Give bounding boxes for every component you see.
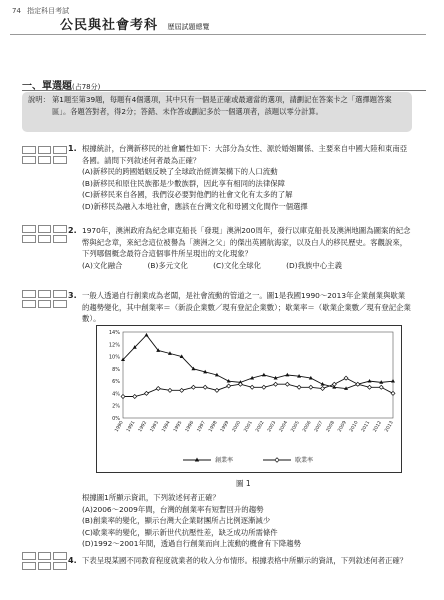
data-point-diamond [180, 388, 184, 392]
data-point-diamond [191, 385, 195, 389]
data-point-triangle [368, 379, 372, 383]
x-tick-label: 2007 [314, 420, 325, 434]
line-chart [97, 326, 401, 472]
data-point-diamond [168, 388, 172, 392]
data-point-diamond [344, 376, 348, 380]
answer-box[interactable] [22, 562, 36, 570]
x-tick-label: 1990 [114, 420, 125, 434]
data-point-diamond [215, 388, 219, 392]
x-tick-label: 2010 [349, 420, 360, 434]
data-point-diamond [379, 385, 383, 389]
data-point-diamond [285, 382, 289, 386]
option-d[interactable]: (D)1992～2001年間，透過自行創業而向上流動的機會有下降趨勢 [82, 539, 302, 548]
data-point-diamond [250, 385, 254, 389]
option-c[interactable]: (C)歇業率的變化，顯示新世代抗壓性差，缺乏成功所需條件 [82, 527, 278, 537]
x-tick-label: 1999 [220, 420, 231, 434]
answer-box[interactable] [22, 290, 36, 298]
x-tick-label: 2001 [243, 420, 254, 434]
answer-box[interactable] [22, 300, 36, 308]
data-point-triangle [262, 373, 266, 377]
option-b[interactable]: (B)多元文化 [147, 260, 188, 270]
answer-boxes-q2 [22, 225, 67, 243]
question-number: 3. [68, 291, 77, 300]
answer-boxes-q3 [22, 290, 67, 308]
option-a[interactable]: (A)2006～2009年間，台灣的創業率有短暫回升的趨勢 [82, 504, 264, 514]
data-point-diamond [203, 385, 207, 389]
answer-boxes-q4 [22, 552, 67, 570]
answer-box[interactable] [53, 290, 67, 298]
question-1 [68, 143, 412, 212]
x-tick-label: 1994 [161, 420, 172, 434]
answer-box[interactable] [38, 156, 52, 164]
answer-box[interactable] [38, 552, 52, 560]
x-tick-label: 2005 [290, 420, 301, 434]
question-stem: 根據統計，台灣新移民的社會屬性如下：大部分為女性、源於婚姻關係、主要來自中國大陸和東南亞各國。請問下列敘述何者最為正確？ [82, 144, 408, 165]
data-point-diamond [262, 385, 266, 389]
option-a[interactable]: (A)新移民的跨國婚姻反映了全球政治經濟架構下的人口流動 [82, 167, 278, 176]
y-tick-label: 14% [108, 330, 120, 336]
data-point-diamond [133, 395, 137, 399]
data-point-diamond [227, 384, 231, 388]
y-tick-label: 0% [112, 416, 120, 422]
answer-box[interactable] [53, 225, 67, 233]
question-4 [68, 555, 412, 567]
legend-label: 創業率 [215, 457, 234, 464]
instructions-box [22, 92, 412, 132]
question-number: 4. [68, 556, 77, 565]
data-point-diamond [144, 391, 148, 395]
series-line-1 [123, 378, 393, 396]
answer-box[interactable] [38, 562, 52, 570]
legend-marker-diamond [275, 458, 279, 462]
answer-box[interactable] [38, 225, 52, 233]
question-number: 2. [68, 226, 77, 235]
figure-caption: 圖 1 [236, 479, 251, 488]
x-tick-label: 1995 [173, 420, 184, 434]
answer-box[interactable] [38, 146, 52, 154]
question-number: 1. [68, 144, 77, 153]
option-c[interactable]: (C)文化全球化 [213, 260, 261, 270]
title-main: 公民與社會考科 [60, 18, 159, 33]
header-divider [10, 34, 426, 35]
question-stem: 下表呈現某國不同教育程度就業者的收入分布情形。根據表格中所顯示的資訊，下列敘述何者正確？ [82, 556, 408, 565]
data-point-diamond [391, 391, 395, 395]
question-2 [68, 225, 412, 271]
data-point-diamond [321, 387, 325, 391]
book-title [60, 14, 210, 33]
answer-box[interactable] [53, 156, 67, 164]
option-a[interactable]: (A)文化融合 [82, 260, 123, 270]
question-3-prompt [82, 492, 412, 550]
data-point-triangle [285, 373, 289, 377]
answer-box[interactable] [53, 552, 67, 560]
answer-box[interactable] [22, 225, 36, 233]
section-points: (占78分) [72, 83, 101, 91]
question-stem: 1970年，澳洲政府為紀念庫克船長「發現」澳洲200周年，發行以庫克船長及澳洲地圖為圖案的紀念幣與紀念章，來紀念這位被譽為「澳洲之父」的傑出英國航海家，以及白人的移民歷史。客觀說來，下列哪個概念最符合這個事件所呈現出的文化現象？ [82, 226, 411, 258]
x-tick-label: 1997 [196, 420, 207, 434]
x-tick-label: 2012 [372, 420, 383, 434]
answer-boxes-q1 [22, 146, 67, 164]
answer-box[interactable] [38, 300, 52, 308]
x-tick-label: 1996 [184, 420, 196, 434]
option-d[interactable]: (D)我族中心主義 [286, 260, 342, 270]
x-tick-label: 1992 [138, 420, 149, 434]
data-point-diamond [368, 385, 372, 389]
option-b[interactable]: (B)創業率的變化，顯示台灣大企業財團所占比例逐漸減少 [82, 516, 271, 525]
answer-box[interactable] [38, 235, 52, 243]
data-point-triangle [391, 379, 395, 383]
answer-box[interactable] [53, 300, 67, 308]
series-line-0 [123, 335, 393, 388]
y-tick-label: 12% [108, 342, 120, 349]
instructions-text: 第1題至第39題，每題有4個選項，其中只有一個是正確或最適當的選項，請劃記在答案卡之「選擇題答案區」。各題答對者，得2分；答錯、未作答或劃記多於一個選項者，該題以零分計算。 [52, 95, 392, 116]
x-tick-label: 2011 [361, 420, 372, 434]
instructions-label: 說明： [28, 95, 50, 104]
plot-area [123, 332, 393, 418]
title-sub: 歷屆試題總覽 [167, 23, 210, 31]
x-tick-label: 1993 [149, 420, 160, 434]
x-tick-label: 2002 [255, 420, 266, 434]
legend-marker-triangle [195, 458, 199, 462]
x-tick-label: 2013 [384, 420, 395, 434]
data-point-diamond [156, 387, 160, 391]
x-tick-label: 2003 [267, 420, 278, 434]
answer-box[interactable] [53, 146, 67, 154]
y-tick-label: 6% [112, 379, 120, 386]
x-tick-label: 1998 [208, 420, 219, 434]
figure-1-chart [96, 325, 402, 473]
answer-box[interactable] [22, 552, 36, 560]
question-3 [68, 290, 412, 325]
y-tick-label: 4% [112, 391, 120, 398]
data-point-diamond [297, 385, 301, 389]
section-divider [22, 90, 426, 91]
question-stem: 根據圖1所顯示資訊，下列敘述何者正確？ [82, 493, 220, 502]
option-c[interactable]: (C)新移民來自各國，我們沒必要對他們的社會文化有太多的了解 [82, 190, 293, 199]
section-title: 一、單選題 [22, 81, 72, 92]
option-b[interactable]: (B)新移民和原住民族都是少數族群，因此享有相同的法律保障 [82, 178, 285, 188]
answer-box[interactable] [22, 156, 36, 164]
option-d[interactable]: (D)新移民為融入本地社會，應該在台灣文化和母國文化間作一個選擇 [82, 201, 308, 211]
answer-box[interactable] [53, 235, 67, 243]
y-tick-label: 10% [108, 354, 120, 361]
option-row [82, 260, 342, 272]
y-tick-label: 2% [112, 403, 120, 410]
x-tick-label: 2008 [325, 420, 337, 434]
x-tick-label: 2009 [337, 420, 348, 434]
y-tick-label: 8% [112, 366, 120, 373]
page-number: 74 [12, 7, 21, 15]
x-tick-label: 2006 [302, 420, 313, 434]
data-point-diamond [121, 395, 125, 399]
data-point-diamond [309, 385, 313, 389]
legend-label: 歇業率 [295, 457, 314, 464]
x-tick-label: 2004 [278, 420, 290, 434]
answer-box[interactable] [38, 290, 52, 298]
question-stem: 一般人透過自行創業成為老闆，是社會流動的管道之一。圖1是我國1990～2013年企業創業與歇業的趨勢變化，其中創業率＝（新設企業數／現有登記企業數）；歇業率＝（歇業企業數／現有登記企業數）。 [82, 291, 411, 323]
header-subject: 指定科目考試 [27, 7, 70, 15]
data-point-triangle [144, 333, 148, 337]
data-point-diamond [274, 382, 278, 386]
answer-box[interactable] [53, 562, 67, 570]
answer-box[interactable] [22, 235, 36, 243]
data-point-diamond [332, 382, 336, 386]
x-tick-label: 1991 [126, 420, 137, 434]
x-tick-label: 2000 [231, 420, 243, 434]
data-point-diamond [356, 382, 360, 386]
answer-box[interactable] [22, 146, 36, 154]
